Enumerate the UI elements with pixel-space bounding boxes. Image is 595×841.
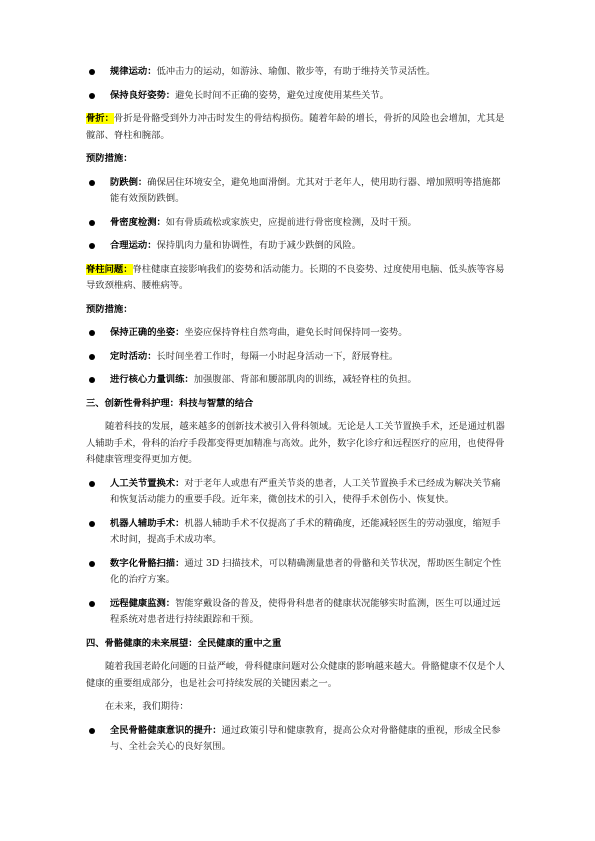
bullet-icon: [89, 601, 95, 607]
item-text: 通过 3D 扫描技术，可以精确测量患者的骨骼和关节状况，帮助医生制定个性化的治疗方案。: [110, 557, 502, 585]
item-term: 保持良好姿势：: [110, 89, 176, 101]
list-item: [86, 556, 509, 589]
item-term: 定时活动：: [110, 350, 157, 362]
item-text: 坐姿应保持脊柱自然弯曲，避免长时间保持同一姿势。: [184, 327, 408, 338]
item-text: 确保居住环境安全，避免地面滑倒。尤其对于老年人，使用助行器、增加照明等措施都能有效预防跌倒。: [110, 176, 501, 204]
bullet-icon: [89, 728, 95, 734]
item-term: 远程健康监测：: [110, 597, 176, 609]
list-item: [86, 88, 509, 105]
item-text: 通过政策引导和健康教育，提高公众对骨骼健康的重视，形成全民参与、全社会关心的良好氛围。: [110, 724, 501, 752]
item-text: 智能穿戴设备的普及，使得骨科患者的健康状况能够实时监测，医生可以通过远程系统对患者进行持续跟踪和干预。: [110, 597, 501, 625]
prevention-label: 预防措施：: [86, 303, 133, 315]
spine-paragraph: [86, 262, 509, 295]
list-item: [86, 476, 509, 509]
item-term: 机器人辅助手术：: [110, 517, 185, 529]
item-term: 进行核心力量训练：: [110, 374, 194, 385]
spine-term: 脊柱问题：: [86, 263, 133, 275]
bullet-icon: [89, 243, 95, 249]
fracture-term: 骨折：: [86, 113, 114, 124]
item-term: 保持正确的坐姿：: [110, 327, 185, 338]
fracture-paragraph: [86, 111, 509, 144]
item-text: 机器人辅助手术不仅提高了手术的精确度，还能减轻医生的劳动强度，缩短手术时间，提高手术成功率。: [110, 517, 501, 545]
list-item: [86, 723, 509, 756]
section-intro: 随着我国老龄化问题的日益严峻，骨科健康问题对公众健康的影响越来越大。骨骼健康不仅是个人健康的重要组成部分，也是社会可持续发展的关键因素之一。: [86, 661, 505, 689]
bullet-icon: [89, 481, 95, 487]
item-term: 防跌倒：: [110, 176, 148, 188]
item-term: 骨密度检测：: [110, 216, 166, 228]
prevention-label: 预防措施：: [86, 153, 133, 164]
bullet-icon: [89, 561, 95, 567]
section-intro: 随着科技的发展，越来越多的创新技术被引入骨科领域。无论是人工关节置换手术，还是通过机器人辅助手术，骨科的治疗手段都变得更加精准与高效。此外，数字化诊疗和远程医疗的应用，也使得骨科健康管理变得更加方便。: [86, 421, 505, 465]
item-text: 长时间坐着工作时，每隔一小时起身活动一下，舒展脊柱。: [156, 350, 399, 362]
expect-line: 在未来，我们期待：: [105, 701, 189, 712]
item-term: 规律运动：: [110, 66, 157, 77]
item-text: 对于老年人或患有严重关节炎的患者，人工关节置换手术已经成为解决关节痛和恢复活动能力的重要手段。近年来，微创技术的引入，使得手术创伤小、恢复快。: [110, 477, 501, 505]
item-term: 人工关节置换术：: [110, 477, 185, 489]
list-item: [86, 325, 509, 342]
bullet-icon: [89, 521, 95, 527]
bullet-icon: [89, 180, 95, 186]
item-term: 数字化骨骼扫描：: [110, 557, 185, 569]
list-item: [86, 238, 509, 255]
list-item: [86, 349, 509, 366]
bullet-icon: [89, 93, 95, 99]
item-term: 合理运动：: [110, 240, 157, 251]
item-text: 避免长时间不正确的姿势，避免过度使用某些关节。: [175, 89, 389, 101]
bullet-icon: [89, 377, 95, 383]
bullet-icon: [89, 354, 95, 360]
list-item: [86, 516, 509, 549]
item-text: 低冲击力的运动，如游泳、瑜伽、散步等，有助于维持关节灵活性。: [156, 66, 436, 77]
fracture-text: 骨折是骨骼受到外力冲击时发生的骨结构损伤。随着年龄的增长，骨折的风险也会增加，尤其是髋部、脊柱和腕部。: [86, 113, 505, 141]
item-text: 加强腹部、背部和腰部肌肉的训练，减轻脊柱的负担。: [193, 374, 417, 385]
item-text: 保持肌肉力量和协调性，有助于减少跌倒的风险。: [156, 240, 362, 251]
list-item: [86, 175, 509, 208]
bullet-icon: [89, 330, 95, 336]
list-item: [86, 64, 509, 81]
bullet-icon: [89, 69, 95, 75]
item-term: 全民骨骼健康意识的提升：: [110, 724, 222, 736]
list-item: [86, 372, 509, 389]
section-heading: 四、骨骼健康的未来展望：全民健康的重中之重: [86, 637, 282, 649]
spine-text: 脊柱健康直接影响我们的姿势和活动能力。长期的不良姿势、过度使用电脑、低头族等容易导致颈椎病、腰椎病等。: [86, 263, 505, 291]
list-item: [86, 215, 509, 232]
list-item: [86, 596, 509, 629]
section-heading: 三、创新性骨科护理：科技与智慧的结合: [86, 397, 254, 409]
bullet-icon: [89, 220, 95, 226]
item-text: 如有骨质疏松或家族史，应提前进行骨密度检测，及时干预。: [165, 216, 417, 228]
